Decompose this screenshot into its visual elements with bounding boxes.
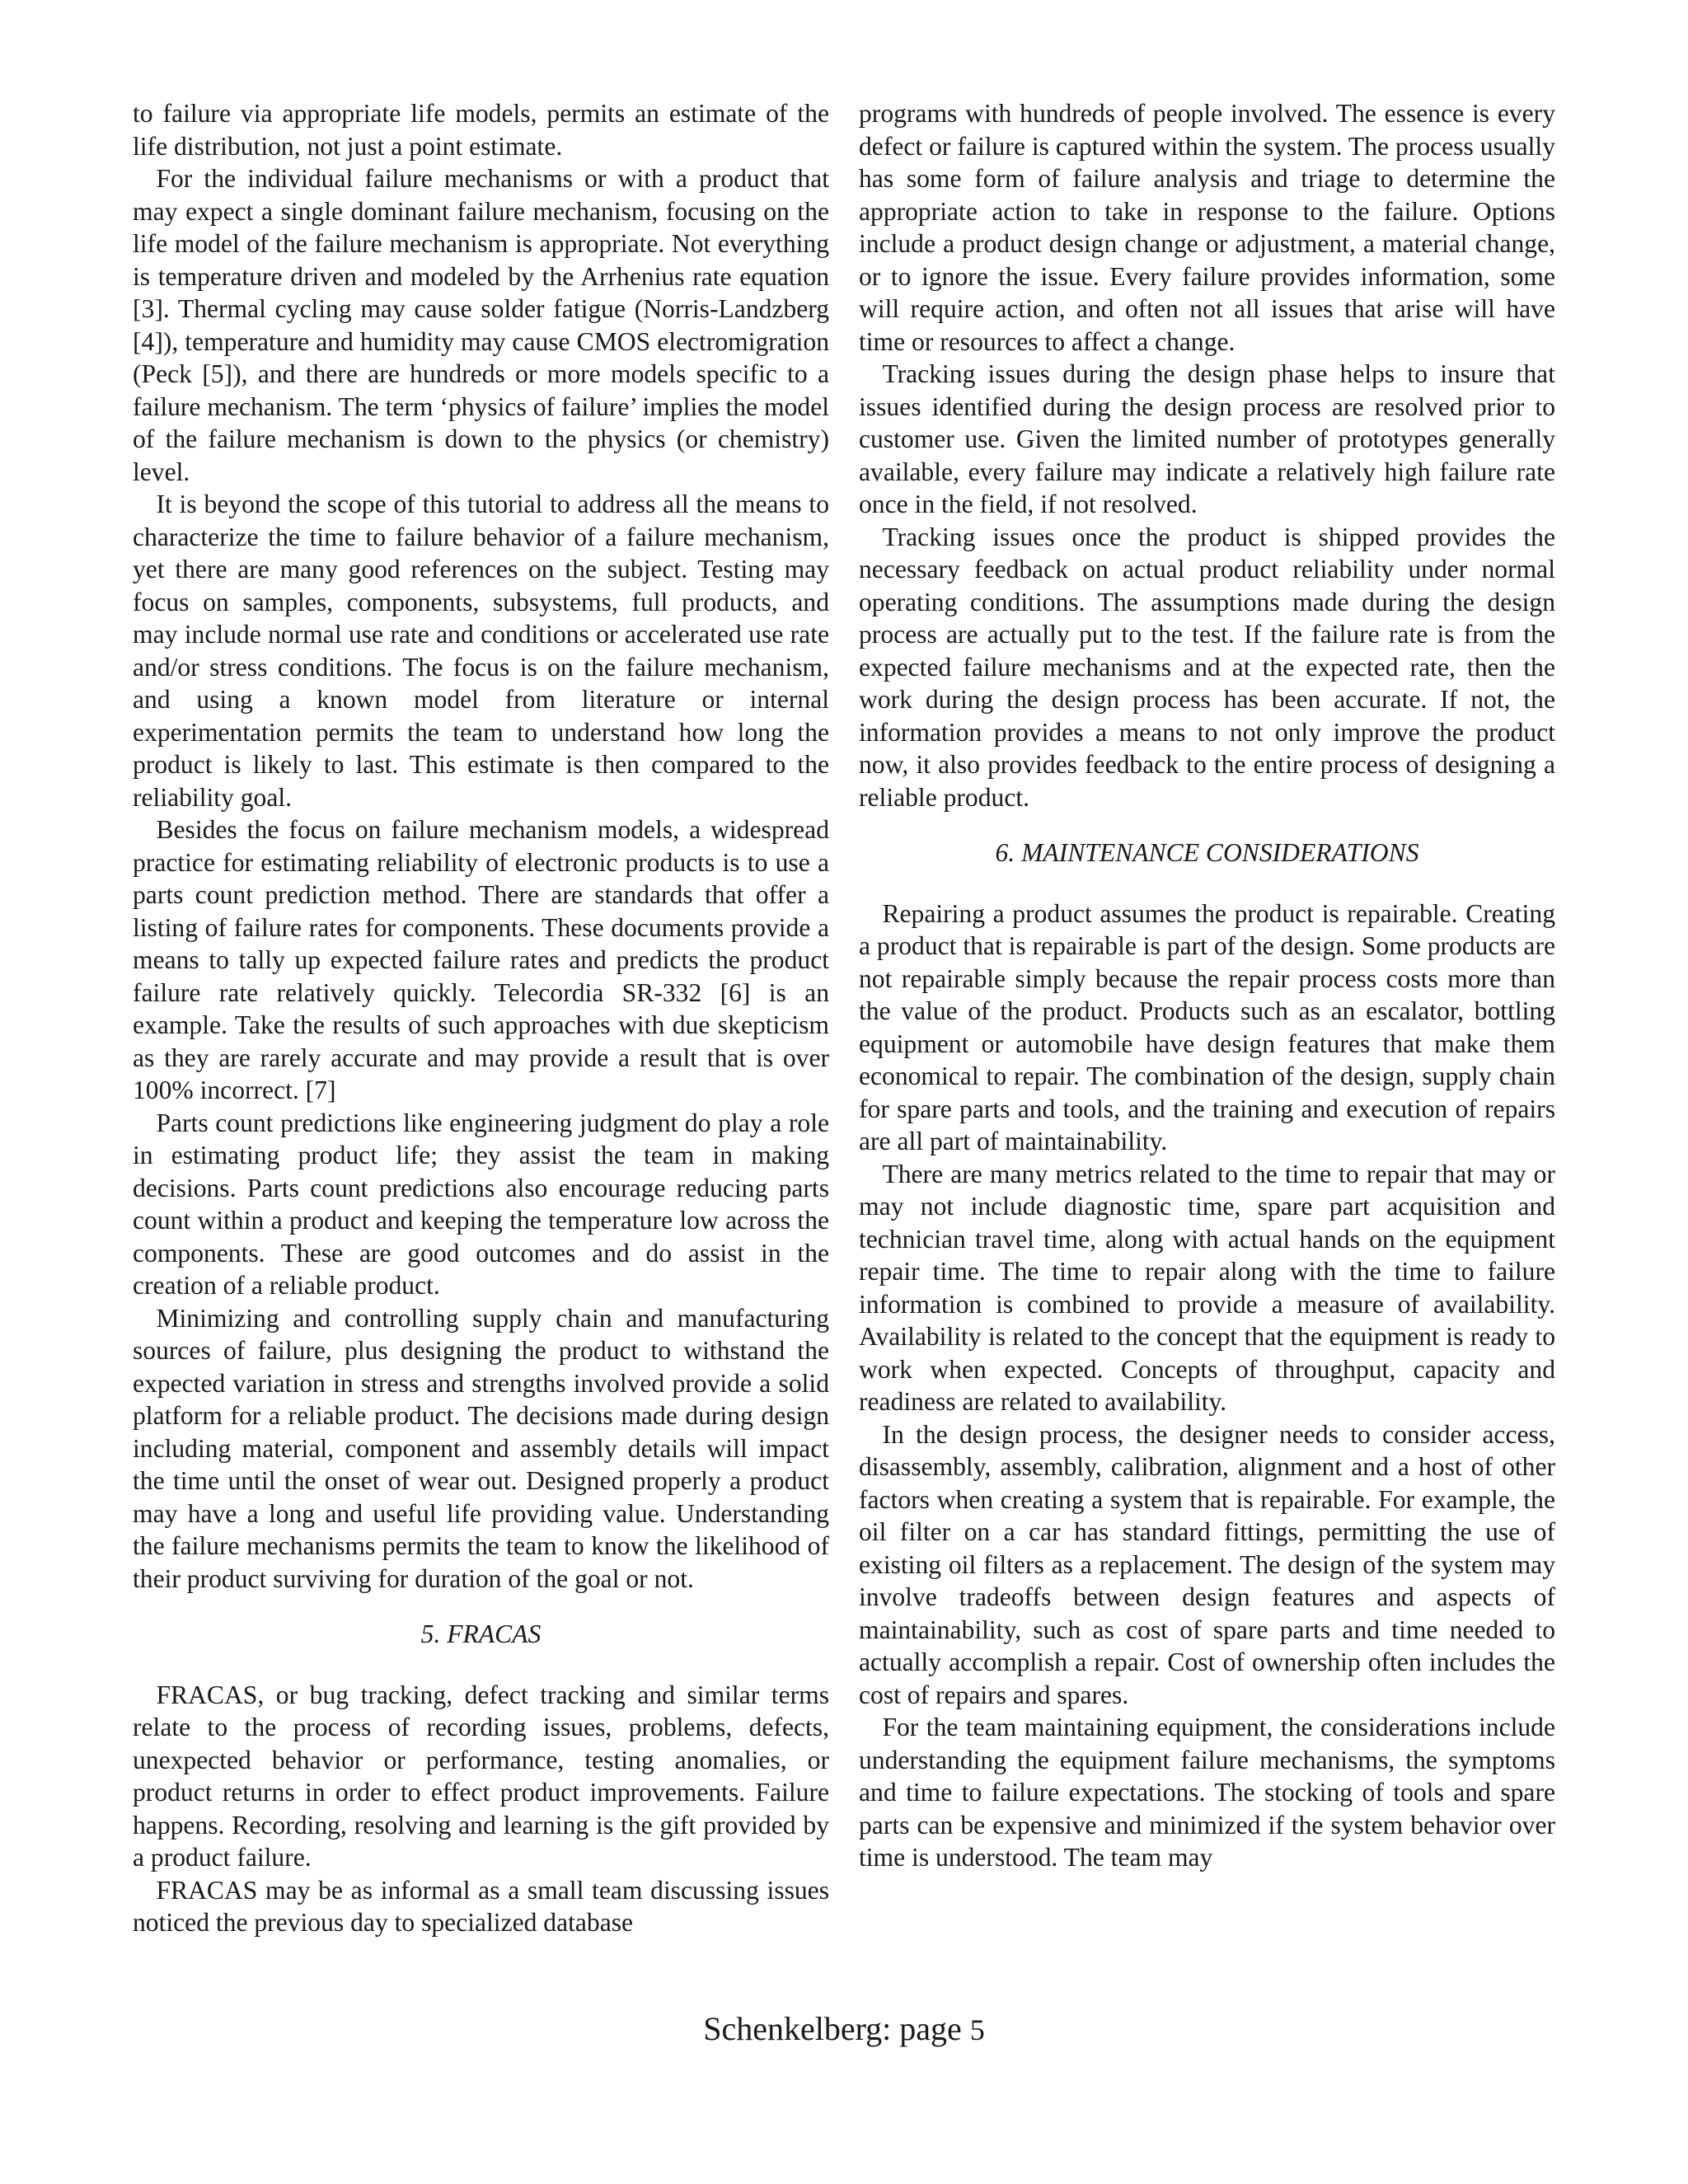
paragraph: Parts count predictions like engineering judgment do play a role in estimating product life; they assist the team in making decisions. Parts count predictions also encourage reducing parts count within a product and keeping the temperature low across the components. These are good outcomes and do assist in the creation of a reliable product. [133, 1108, 829, 1300]
paragraph: It is beyond the scope of this tutorial to address all the means to characterize the time to failure behavior of a failure mechanism, yet there are many good references on the subject. Testing may focus on samples, components, subsystems, full products, and may include normal use rate and conditions or accelerated use rate and/or stress conditions. The focus is on the failure mechanism, and using a known model from literature or internal experimentation permits the team to understand how long the product is likely to last. This estimate is then compared to the reliability goal. [133, 490, 829, 812]
paragraph: For the team maintaining equipment, the considerations include understanding the equipment failure mechanisms, the symptoms and time to failure expectations. The stocking of tools and spare parts can be expensive and minimized if the system behavior over time is understood. The team may [859, 1713, 1555, 1872]
page-footer [0, 2009, 1688, 2050]
section-heading-fracas: 5. FRACAS [420, 1619, 542, 1648]
paragraph: Besides the focus on failure mechanism models, a widespread practice for estimating reliability of electronic products is to use a parts count prediction method. There are standards that offer a listing of failure rates for components. These documents provide a means to tally up expected failure rates and predicts the product failure rate relatively quickly. Telecordia SR-332 [6] is an example. Take the results of such approaches with due skepticism as they are rarely accurate and may provide a result that is over 100% incorrect. [7] [133, 815, 829, 1104]
right-column [859, 97, 1555, 1874]
left-column [133, 97, 829, 1939]
paragraph: In the design process, the designer needs to consider access, disassembly, assembly, calibration, alignment and a host of other factors when creating a system that is repairable. For example, the oil filter on a car has standard fittings, permitting the use of existing oil filters as a replacement. The design of the system may involve tradeoffs between design features and aspects of maintainability, such as cost of spare parts and time needed to actually accomplish a repair. Cost of ownership often includes the cost of repairs and spares. [859, 1419, 1555, 1709]
paragraph: Tracking issues once the product is shipped provides the necessary feedback on actual product reliability under normal operating conditions. The assumptions made during the design process are actually put to the test. If the failure rate is from the expected failure mechanisms and at the expected rate, then the work during the design process has been accurate. If not, the information provides a means to not only improve the product now, it also provides feedback to the entire process of designing a reliable product. [859, 522, 1555, 812]
page-number: 5 [969, 2013, 985, 2046]
paragraph: FRACAS may be as informal as a small team discussing issues noticed the previous day to specialized database [133, 1875, 829, 1937]
paragraph: FRACAS, or bug tracking, defect tracking and similar terms relate to the process of recording issues, problems, defects, unexpected behavior or performance, testing anomalies, or product returns in order to effect product improvements. Failure happens. Recording, resolving and learning is the gift provided by a product failure. [133, 1680, 829, 1872]
section-heading-maintenance: 6. MAINTENANCE CONSIDERATIONS [995, 838, 1419, 867]
paragraph: to failure via appropriate life models, permits an estimate of the life distribution, not just a point estimate. [133, 99, 829, 161]
footer-label: Schenkelberg: page [703, 2010, 962, 2047]
paragraph: Tracking issues during the design phase helps to insure that issues identified during the design process are resolved prior to customer use. Given the limited number of prototypes generally available, every failure may indicate a relatively high failure rate once in the field, if not resolved. [859, 359, 1555, 518]
paragraph: There are many metrics related to the time to repair that may or may not include diagnostic time, spare part acquisition and technician travel time, along with actual hands on the equipment repair time. The time to repair along with the time to failure information is combined to provide a measure of availability. Availability is related to the concept that the equipment is ready to work when expected. Concepts of throughput, capacity and readiness are related to availability. [859, 1159, 1555, 1416]
paragraph: Minimizing and controlling supply chain and manufacturing sources of failure, plus designing the product to withstand the expected variation in stress and strengths involved provide a solid platform for a reliable product. The decisions made during design including material, component and assembly details will impact the time until the onset of wear out. Designed properly a product may have a long and useful life providing value. Understanding the failure mechanisms permits the team to know the likelihood of their product surviving for duration of the goal or not. [133, 1303, 829, 1593]
paragraph: Repairing a product assumes the product is repairable. Creating a product that is repairable is part of the design. Some products are not repairable simply because the repair process costs more than the value of the product. Products such as an escalator, bottling equipment or automobile have design features that make them economical to repair. The combination of the design, supply chain for spare parts and tools, and the training and execution of repairs are all part of maintainability. [859, 898, 1555, 1155]
paragraph: For the individual failure mechanisms or with a product that may expect a single dominant failure mechanism, focusing on the life model of the failure mechanism is appropriate. Not everything is temperature driven and modeled by the Arrhenius rate equation [3]. Thermal cycling may cause solder fatigue (Norris-Landzberg [4]), temperature and humidity may cause CMOS electromigration (Peck [5]), and there are hundreds or more models specific to a failure mechanism. The term ‘physics of failure’ implies the model of the failure mechanism is down to the physics (or chemistry) level. [133, 164, 829, 486]
paragraph: programs with hundreds of people involved. The essence is every defect or failure is captured within the system. The process usually has some form of failure analysis and triage to determine the appropriate action to take in response to the failure. Options include a product design change or adjustment, a material change, or to ignore the issue. Every failure provides information, some will require action, and often not all issues that arise will have time or resources to affect a change. [859, 99, 1555, 356]
